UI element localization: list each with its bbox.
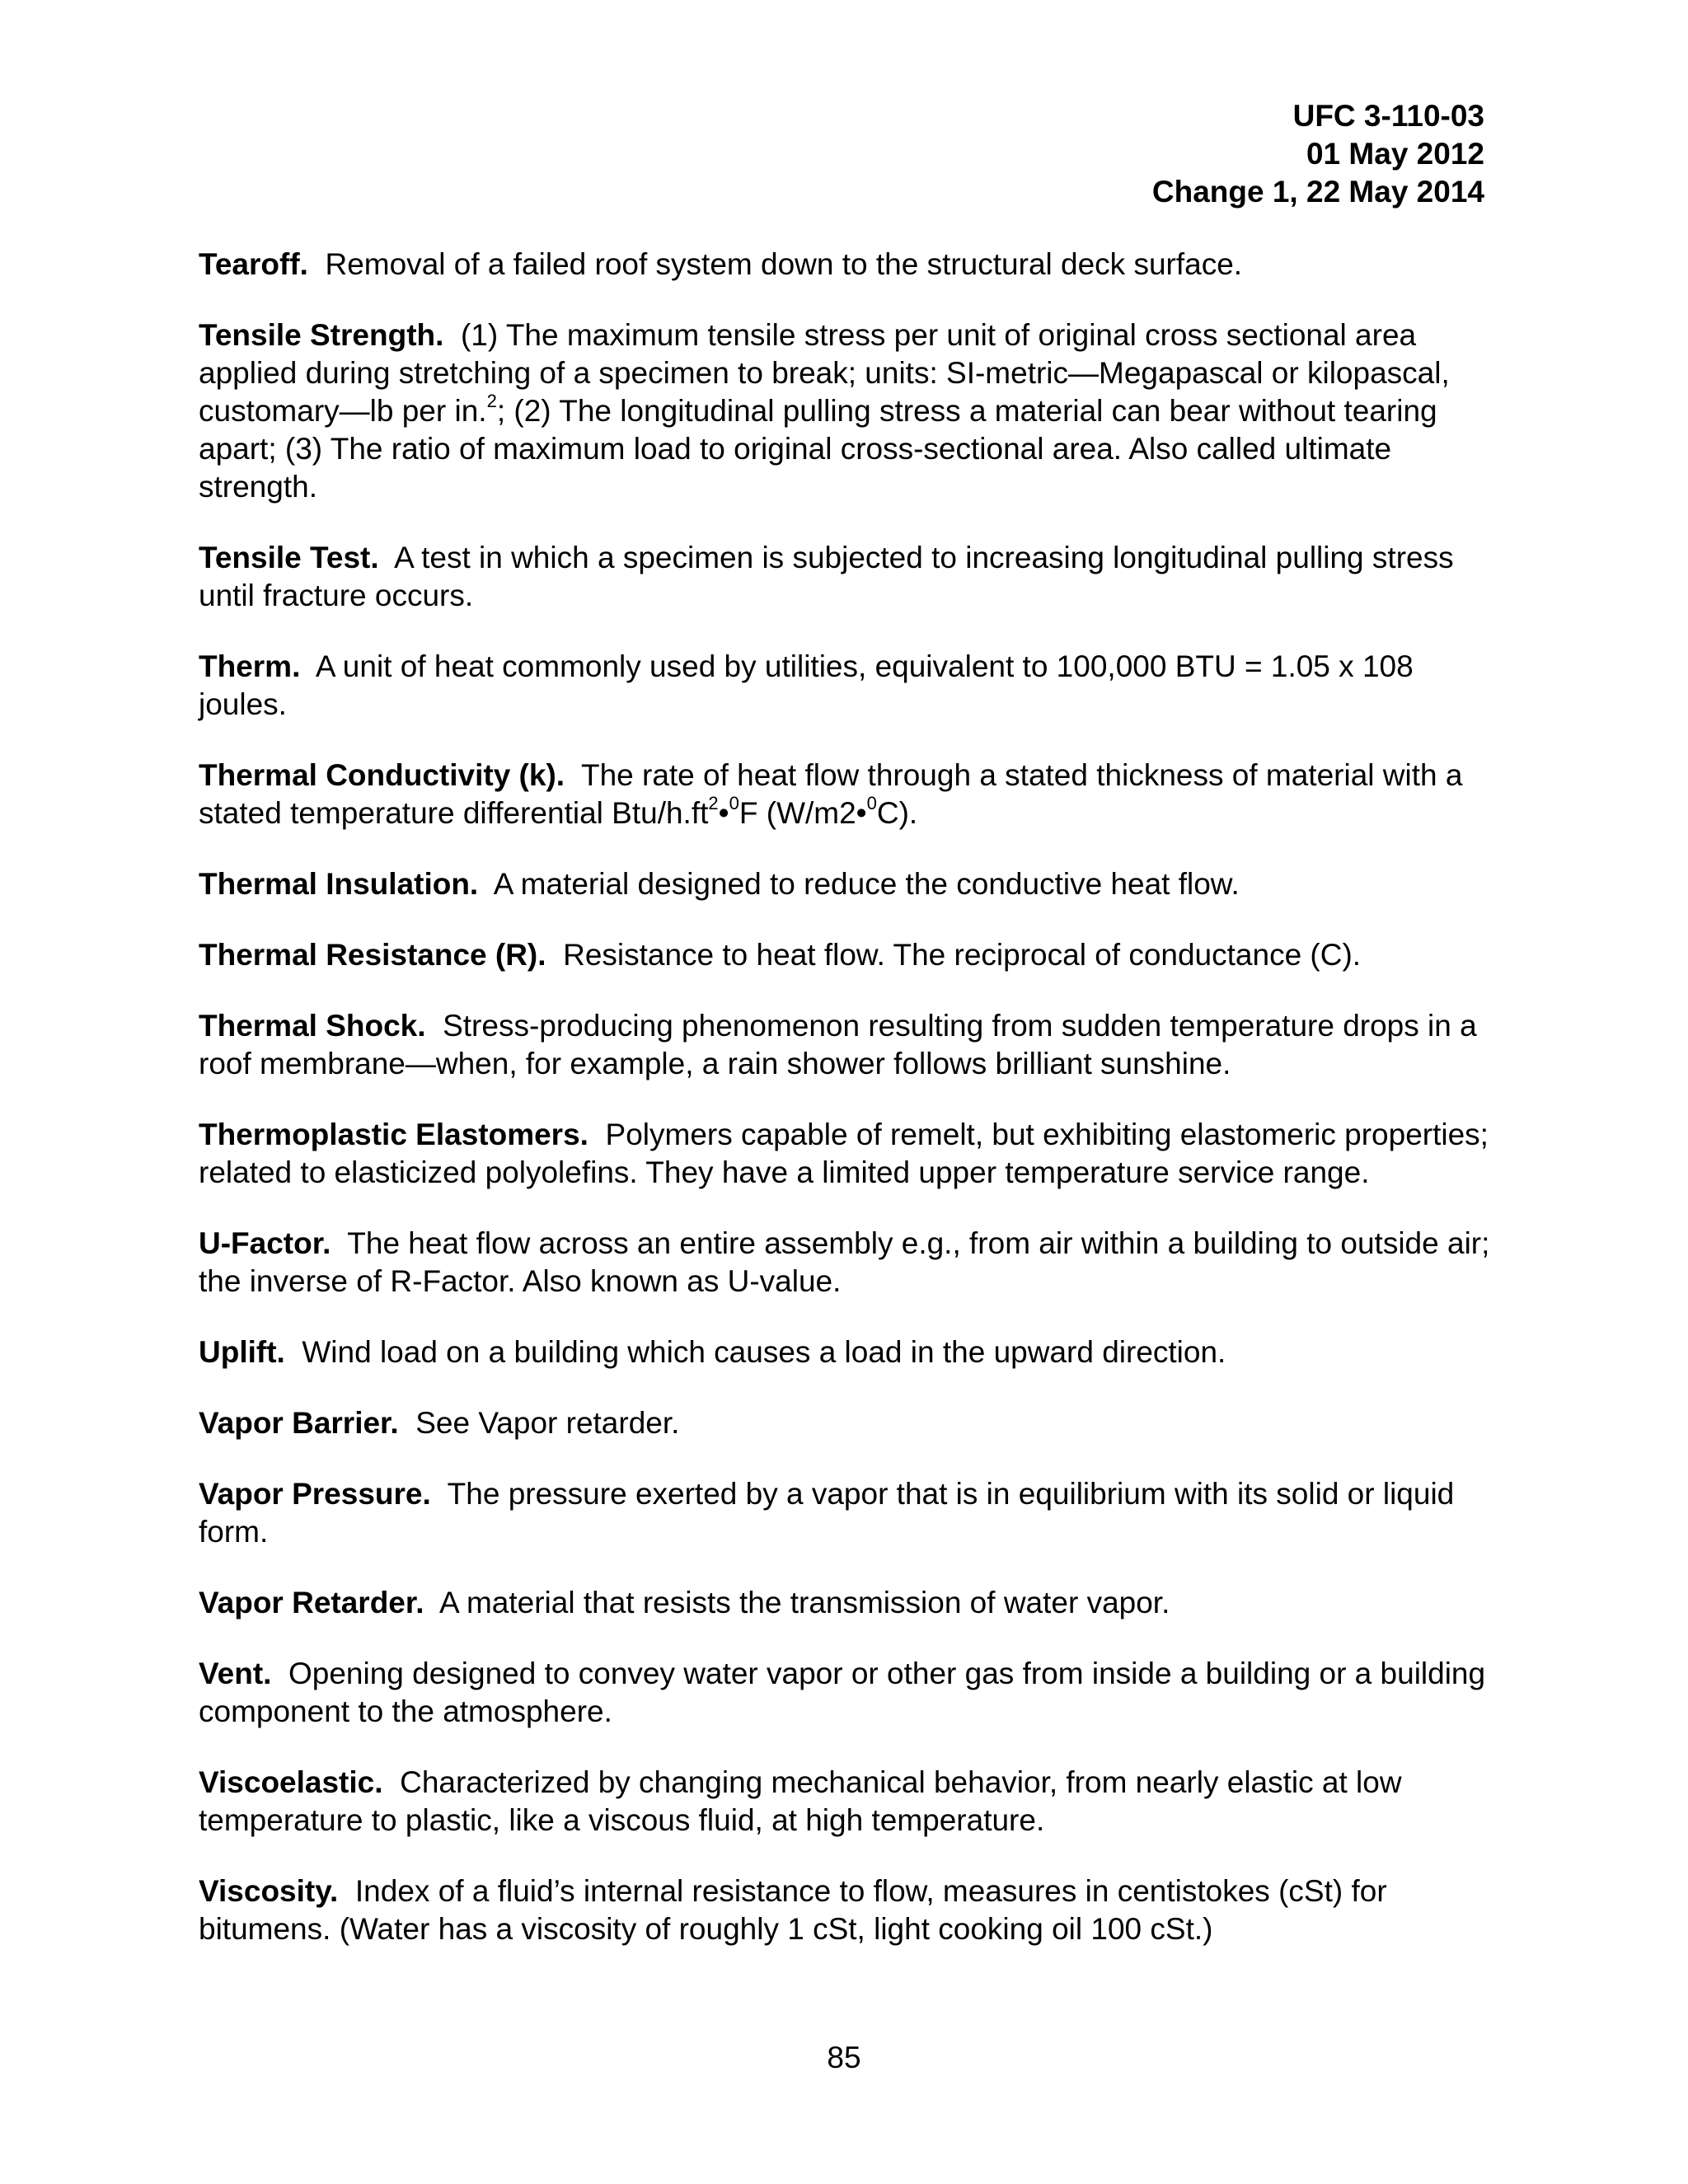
glossary-entry-tearoff — [199, 246, 1493, 284]
glossary-entry-tensile-test — [199, 539, 1493, 615]
glossary-definition: Removal of a failed roof system down to the structural deck surface. — [325, 247, 1243, 281]
glossary-entry-thermal-conductivity — [199, 757, 1493, 832]
glossary-definition: Resistance to heat flow. The reciprocal of conductance (C). — [563, 938, 1362, 972]
document-header — [1152, 97, 1484, 211]
glossary-term: Vapor Barrier. — [199, 1406, 399, 1440]
glossary-definition: A test in which a specimen is subjected to increasing longitudinal pulling stress until fracture occurs. — [199, 541, 1454, 612]
glossary-definition-continued: ; (2) The longitudinal pulling stress a material can bear without tearing apart; (3) The ratio of maximum load to original cross-sectional area. Also called ultimate strength. — [199, 394, 1437, 504]
glossary-entry-tensile-strength — [199, 316, 1493, 506]
glossary-term: Tensile Test. — [199, 541, 379, 574]
glossary-definition: The pressure exerted by a vapor that is in equilibrium with its solid or liquid form. — [199, 1477, 1455, 1549]
glossary-definition: Stress-producing phenomenon resulting from sudden temperature drops in a roof membrane—when, for example, a rain shower follows brilliant sunshine. — [199, 1009, 1477, 1080]
page-number: 85 — [827, 2041, 861, 2074]
glossary-entry-vapor-barrier — [199, 1404, 1493, 1442]
glossary-term: U-Factor. — [199, 1226, 331, 1260]
glossary-definition: Wind load on a building which causes a load in the upward direction. — [302, 1335, 1226, 1369]
superscript: 0 — [866, 792, 877, 813]
glossary-term: Thermal Shock. — [199, 1009, 426, 1043]
glossary-entry-vapor-pressure — [199, 1475, 1493, 1551]
glossary-entry-viscoelastic — [199, 1764, 1493, 1840]
glossary-definition: The heat flow across an entire assembly e.g., from air within a building to outside air; the inverse of R-Factor. Also known as U-value. — [199, 1226, 1490, 1298]
glossary-term: Thermal Insulation. — [199, 867, 479, 901]
glossary-definition: Characterized by changing mechanical behavior, from nearly elastic at low temperature to plastic, like a viscous fluid, at high temperature. — [199, 1765, 1402, 1837]
superscript: 2 — [486, 390, 497, 411]
glossary-definition: The rate of heat flow through a stated thickness of material with a stated temperature differential Btu/h.ft — [199, 758, 1463, 830]
glossary-definition: A unit of heat commonly used by utilities, equivalent to 100,000 BTU = 1.05 x 108 joules. — [199, 649, 1414, 721]
document-id: UFC 3-110-03 — [1292, 99, 1484, 133]
glossary-entry-thermal-shock — [199, 1007, 1493, 1083]
glossary-term: Vent. — [199, 1657, 272, 1690]
glossary-term: Uplift. — [199, 1335, 285, 1369]
glossary-definition: Opening designed to convey water vapor or other gas from inside a building or a building component to the atmosphere. — [199, 1657, 1486, 1728]
glossary-term: Therm. — [199, 649, 301, 683]
glossary-term: Vapor Pressure. — [199, 1477, 431, 1511]
glossary-definition-continued: • — [718, 796, 729, 830]
glossary-definition: A material designed to reduce the conductive heat flow. — [493, 867, 1240, 901]
glossary-entry-uplift — [199, 1333, 1493, 1371]
document-change: Change 1, 22 May 2014 — [1151, 175, 1484, 209]
glossary-term: Vapor Retarder. — [199, 1586, 424, 1619]
glossary-entry-viscosity — [199, 1872, 1493, 1948]
superscript: 0 — [729, 792, 739, 813]
glossary-definition: A material that resists the transmission of water vapor. — [439, 1586, 1170, 1619]
glossary-entry-vent — [199, 1655, 1493, 1731]
glossary-entry-thermal-insulation — [199, 865, 1493, 903]
glossary-term: Thermal Resistance (R). — [199, 938, 546, 972]
glossary-term: Tensile Strength. — [199, 318, 444, 352]
glossary-definition: (1) The maximum tensile stress per unit of original cross sectional area applied during stretching of a specimen to break; units: SI-metric—Megapascal or kilopascal, customary—lb per in. — [199, 318, 1450, 428]
glossary-definition: Polymers capable of remelt, but exhibiting elastomeric properties; related to elasticized polyolefins. They have a limited upper temperature service range. — [199, 1118, 1489, 1189]
glossary-entry-thermoplastic-elastomers — [199, 1116, 1493, 1192]
glossary-entry-therm — [199, 648, 1493, 724]
glossary-term: Viscosity. — [199, 1874, 339, 1908]
glossary-term: Viscoelastic. — [199, 1765, 383, 1799]
glossary-entry-u-factor — [199, 1225, 1493, 1301]
glossary-entry-vapor-retarder — [199, 1584, 1493, 1622]
glossary-definition-continued: C). — [876, 796, 918, 830]
glossary-term: Tearoff. — [199, 247, 308, 281]
glossary-body — [199, 246, 1493, 1981]
document-date: 01 May 2012 — [1306, 137, 1484, 171]
glossary-definition: See Vapor retarder. — [415, 1406, 680, 1440]
glossary-definition: Index of a fluid’s internal resistance to flow, measures in centistokes (cSt) for bitumens. (Water has a viscosity of roughly 1 cSt, light cooking oil 100 cSt.) — [199, 1874, 1387, 1946]
glossary-entry-thermal-resistance — [199, 936, 1493, 974]
superscript: 2 — [708, 792, 719, 813]
glossary-definition-continued: F (W/m2• — [738, 796, 867, 830]
glossary-term: Thermoplastic Elastomers. — [199, 1118, 588, 1151]
glossary-term: Thermal Conductivity (k). — [199, 758, 565, 792]
